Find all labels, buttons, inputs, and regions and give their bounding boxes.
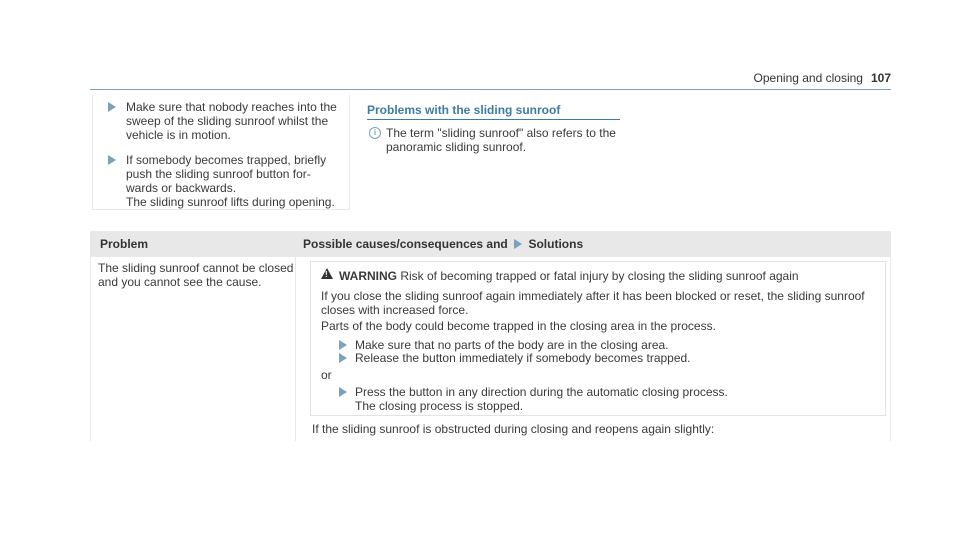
- table-border: [890, 257, 891, 441]
- step-arrow-icon: [108, 155, 116, 165]
- step-arrow-icon: [339, 353, 347, 363]
- warning-step-1: Make sure that no parts of the body are in the closing area.: [355, 338, 669, 352]
- instruction-box: [92, 95, 350, 210]
- warning-para1: If you close the sliding sunroof again immediately after it has been blocked or reset, the sliding sunroof closes with increased force.: [321, 289, 865, 317]
- table-border: [90, 257, 91, 441]
- info-icon: i: [369, 127, 381, 139]
- warning-box: [310, 261, 886, 416]
- header-solutions: Possible causes/consequences and Solutions: [303, 237, 584, 251]
- problem-cell: The sliding sunroof cannot be closed and you cannot see the cause.: [98, 261, 294, 289]
- warning-heading: WARNING Risk of becoming trapped or fatal injury by closing the sliding sunroof again: [339, 269, 799, 283]
- table-header: [90, 231, 891, 257]
- section-title: Problems with the sliding sunroof: [367, 103, 561, 117]
- note-text: The term "sliding sunroof" also refers to the panoramic sliding sunroof.: [386, 126, 616, 154]
- step-arrow-icon: [108, 102, 116, 112]
- section-underline: [367, 119, 620, 120]
- step-2: If somebody becomes trapped, briefly push the sliding sunroof button for- wards or backwards. The sliding sunroof lifts during opening.: [126, 153, 335, 209]
- page-number: 107: [870, 71, 891, 85]
- follow-up-text: If the sliding sunroof is obstructed during closing and reopens again slightly:: [312, 422, 715, 436]
- warning-step-2: Release the button immediately if somebody becomes trapped.: [355, 351, 691, 365]
- column-divider: [295, 257, 296, 441]
- warning-step-3: Press the button in any direction during the automatic closing process. The closing process is stopped.: [355, 385, 728, 413]
- step-1: Make sure that nobody reaches into the sweep of the sliding sunroof whilst the vehicle is in motion.: [126, 100, 337, 142]
- step-arrow-icon: [339, 340, 347, 350]
- step-arrow-icon: [339, 387, 347, 397]
- problem-table: [90, 231, 891, 441]
- or-text: or: [321, 368, 332, 382]
- page-header: [90, 71, 891, 90]
- arrow-icon: [514, 239, 522, 249]
- warning-para2: Parts of the body could become trapped in the closing area in the process.: [321, 319, 716, 333]
- warning-icon: !: [321, 268, 333, 279]
- header-text: [754, 71, 891, 85]
- header-problem: Problem: [100, 237, 149, 251]
- section-name: Opening and closing: [753, 71, 863, 85]
